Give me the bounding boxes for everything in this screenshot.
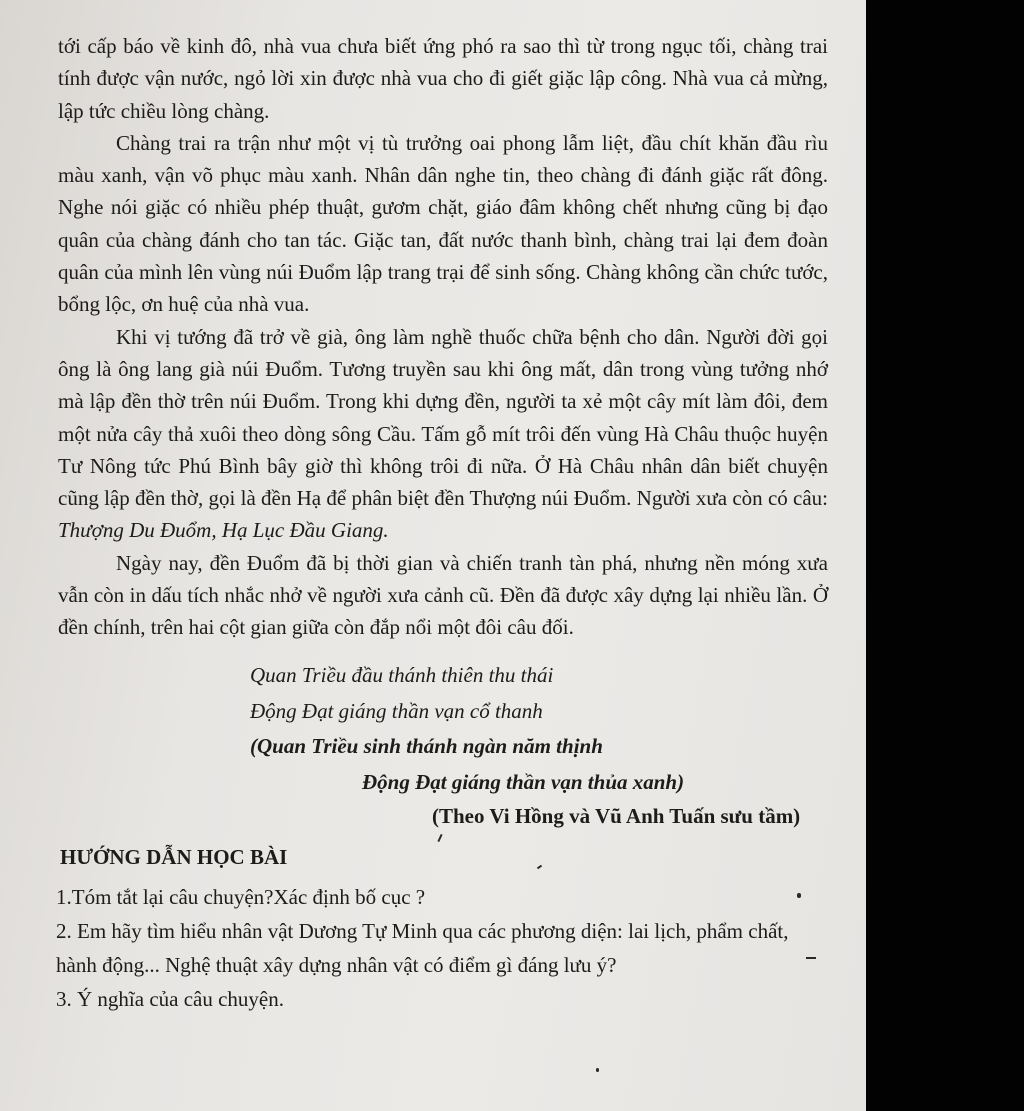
couplet-translation-line-1: (Quan Triều sinh thánh ngàn năm thịnh xyxy=(250,734,603,758)
question-2: 2. Em hãy tìm hiểu nhân vật Dương Tự Minh qua các phương diện: lai lịch, phẩm chất, hành động... Nghệ thuật xây dựng nhân vật có điểm gì đáng lưu ý? xyxy=(56,919,789,977)
couplet-line-2: Động Đạt giáng thần vạn cổ thanh xyxy=(250,699,543,723)
question-3: 3. Ý nghĩa của câu chuyện. xyxy=(56,987,284,1011)
dark-background xyxy=(866,0,1024,1111)
ink-dot xyxy=(596,1068,599,1072)
couplet-translation-line-2: Động Đạt giáng thần vạn thủa xanh) xyxy=(362,770,685,794)
pen-mark xyxy=(437,834,442,842)
paragraph-4: Ngày nay, đền Đuổm đã bị thời gian và chiến tranh tàn phá, nhưng nền móng xưa vẫn còn in dấu tích nhắc nhở về người xưa cảnh cũ. Đền đã được xây dựng lại nhiều lần. Ở đền chính, trên hai cột gian giữa còn đắp nổi một đôi câu đối. xyxy=(58,550,828,640)
question-1: 1.Tóm tắt lại câu chuyện?Xác định bố cục ? xyxy=(56,885,426,909)
source-credit: (Theo Vi Hồng và Vũ Anh Tuấn sưu tầm) xyxy=(432,804,801,828)
story-body xyxy=(58,30,828,644)
couplet-line-1: Quan Triều đầu thánh thiên thu thái xyxy=(250,663,554,687)
paragraph-1: tới cấp báo về kinh đô, nhà vua chưa biết ứng phó ra sao thì từ trong ngục tối, chàng trai tính được vận nước, ngỏ lời xin được nhà vua cho đi giết giặc lập công. Nhà vua cả mừng, lập tức chiều lòng chàng. xyxy=(58,34,828,123)
paragraph-3 xyxy=(58,321,828,547)
paragraph-3-quote: Thượng Du Đuổm, Hạ Lục Đầu Giang. xyxy=(58,518,389,543)
study-questions xyxy=(56,880,828,1016)
paragraph-3-text: Khi vị tướng đã trở về già, ông làm nghề thuốc chữa bệnh cho dân. Người đời gọi ông là ông lang già núi Đuổm. Tương truyền sau khi ông mất, dân trong vùng tưởng nhớ mà lập đền thờ trên núi Đuổm. Trong khi dựng đền, người ta xẻ một cây mít làm đôi, đem một nửa cây thả xuôi theo dòng sông Cầu. Tấm gỗ mít trôi đến vùng Hà Châu thuộc huyện Tư Nông tức Phú Bình bây giờ thì không trôi đi nữa. Ở Hà Châu nhân dân biết chuyện cũng lập đền thờ, gọi là đền Hạ để phân biệt đền Thượng núi Đuổm. Người xưa còn có câu: xyxy=(58,324,828,511)
pen-mark xyxy=(537,865,542,870)
study-guide-heading: HƯỚNG DẪN HỌC BÀI xyxy=(60,845,288,869)
ink-dot xyxy=(797,893,801,898)
pen-mark xyxy=(806,957,816,959)
paragraph-2: Chàng trai ra trận như một vị tù trưởng oai phong lẫm liệt, đầu chít khăn đầu rìu màu xanh, vận võ phục màu xanh. Nhân dân nghe tin, theo chàng đi đánh giặc rất đông. Nghe nói giặc có nhiều phép thuật, gươm chặt, giáo đâm không chết nhưng cũng bị đạo quân của chàng đánh cho tan tác. Giặc tan, đất nước thanh bình, chàng trai lại đem đoàn quân của mình lên vùng núi Đuổm lập trang trại để sinh sống. Chàng không cần chức tước, bổng lộc, ơn huệ của nhà vua. xyxy=(58,130,828,317)
